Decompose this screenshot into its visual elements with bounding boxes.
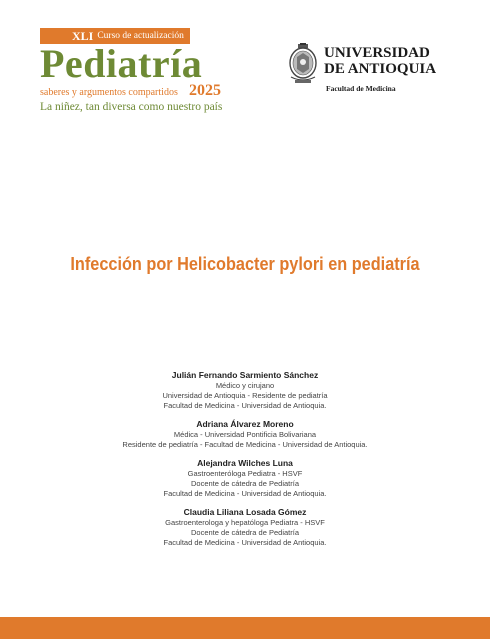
author-block (0, 507, 490, 548)
authors-list (0, 370, 490, 556)
university-seal-icon (288, 43, 318, 85)
author-affiliation: Docente de cátedra de Pediatría (191, 528, 299, 537)
footer-bar (0, 617, 490, 639)
author-affiliation: Facultad de Medicina - Universidad de Antioquia. (163, 489, 327, 498)
course-year: 2025 (189, 82, 221, 99)
document-title: Infección por Helicobacter pylori en pediatría (70, 253, 420, 274)
author-block (0, 419, 490, 450)
author-affiliation: Facultad de Medicina - Universidad de Antioquia. (163, 538, 327, 547)
author-name: Adriana Álvarez Moreno (196, 419, 294, 429)
course-caption: Curso de actualización (97, 31, 184, 41)
author-name: Julián Fernando Sarmiento Sánchez (171, 370, 319, 380)
author-affiliation: Médica - Universidad Pontificia Bolivariana (173, 430, 317, 439)
university-name (324, 45, 436, 77)
author-name: Alejandra Wilches Luna (197, 458, 293, 468)
author-affiliation: Residente de pediatría - Facultad de Medicina - Universidad de Antioquia. (122, 440, 368, 449)
course-tagline: La niñez, tan diversa como nuestro país (40, 101, 223, 113)
university-faculty: Facultad de Medicina (326, 84, 396, 93)
university-name-line2: DE ANTIOQUIA (324, 61, 437, 77)
author-affiliation: Gastroenterologa y hepatóloga Pediatra - HSVF (165, 518, 325, 527)
author-block (0, 370, 490, 411)
university-name-line1: UNIVERSIDAD (324, 45, 430, 61)
course-subtitle: saberes y argumentos compartidos (40, 87, 178, 98)
author-affiliation: Universidad de Antioquia - Residente de pediatría (162, 391, 328, 400)
author-block (0, 458, 490, 499)
university-logo (288, 43, 448, 97)
course-logo (40, 28, 223, 120)
course-edition: XLI (72, 28, 94, 43)
course-title: Pediatría (40, 41, 203, 86)
author-name: Claudia Liliana Losada Gómez (183, 507, 307, 517)
author-affiliation: Médico y cirujano (215, 381, 275, 390)
author-affiliation: Docente de cátedra de Pediatría (191, 479, 299, 488)
author-affiliation: Gastroenteróloga Pediatra - HSVF (187, 469, 303, 478)
author-affiliation: Facultad de Medicina - Universidad de Antioquia. (163, 401, 327, 410)
